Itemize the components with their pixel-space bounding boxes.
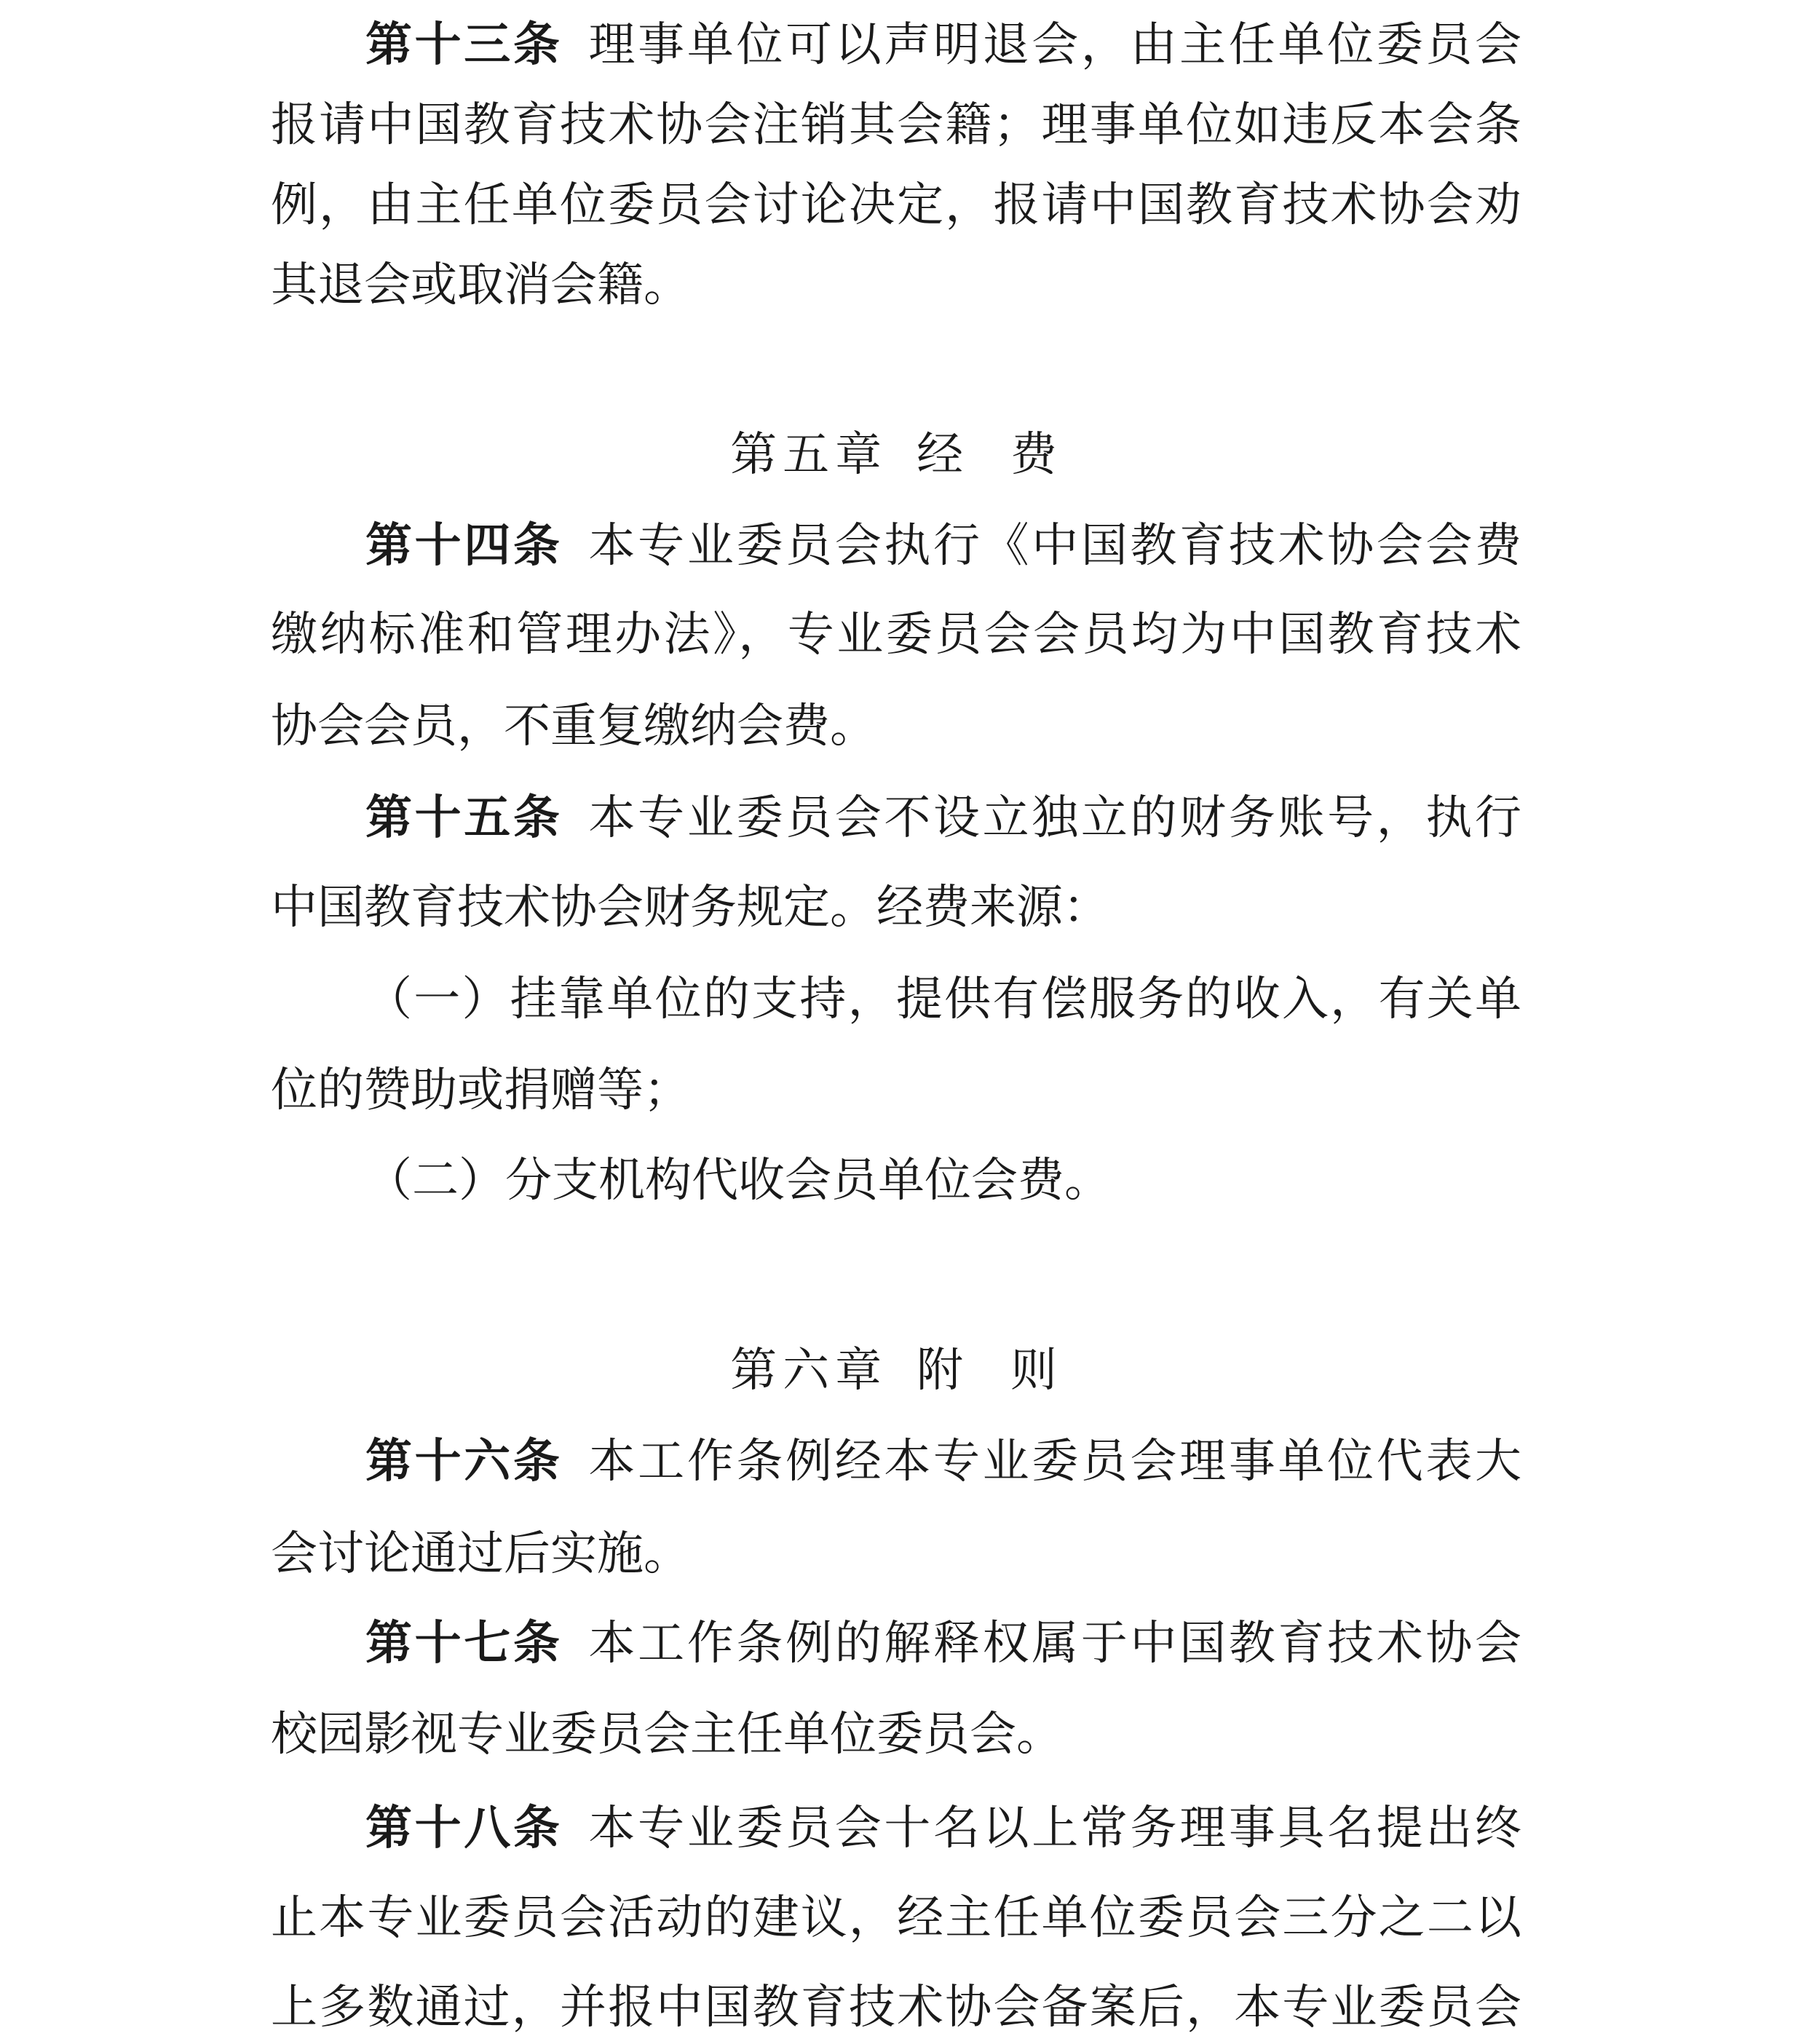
article-16-first-line <box>365 1425 1521 1498</box>
article-14-first-line <box>365 510 1521 582</box>
article-14-text-line-3: 协会会员，不重复缴纳会费。 <box>271 700 876 753</box>
article-17-text-line-2: 校园影视专业委员会主任单位委员会。 <box>271 1708 1063 1762</box>
article-13-text-line-4: 其退会或取消会籍。 <box>271 258 690 312</box>
article-17-label: 第十七条 <box>365 1616 563 1671</box>
article-15-label: 第十五条 <box>365 791 563 845</box>
article-15-item-1-line-2: 位的赞助或捐赠等； <box>271 1063 690 1117</box>
chapter-6-title: 附 则 <box>917 1344 1063 1398</box>
article-15-first-line <box>365 782 1521 855</box>
article-18-text-line-2: 止本专业委员会活动的建议，经主任单位委员会三分之二以 <box>271 1891 1521 1945</box>
article-13-text-line-2: 报请中国教育技术协会注销其会籍；理事单位如违反本会条 <box>271 98 1521 152</box>
chapter-6-heading <box>0 1334 1793 1407</box>
article-13-label: 第十三条 <box>365 17 563 72</box>
article-15-item-1-line-1: （一）挂靠单位的支持，提供有偿服务的收入，有关单 <box>365 973 1521 1026</box>
article-14-text-line-2: 缴纳标准和管理办法》，专业委员会会员均为中国教育技术 <box>271 608 1521 662</box>
article-13-first-line <box>365 9 1521 82</box>
article-17-first-line <box>365 1607 1521 1680</box>
article-18-label: 第十八条 <box>365 1801 563 1855</box>
article-14-label: 第十四条 <box>365 518 563 573</box>
article-16-text-line-2: 会讨论通过后实施。 <box>271 1527 690 1581</box>
article-16-label: 第十六条 <box>365 1434 563 1489</box>
chapter-5-heading <box>0 419 1793 491</box>
chapter-6-number: 第六章 <box>730 1344 888 1398</box>
article-17-text-line-1: 本工作条例的解释权属于中国教育技术协会 <box>588 1617 1521 1671</box>
article-14-text-line-1: 本专业委员会执行《中国教育技术协会会费 <box>588 519 1521 573</box>
article-18-text-line-3: 上多数通过，并报中国教育技术协会备案后，本专业委员会 <box>271 1981 1521 2035</box>
article-16-text-line-1: 本工作条例经本专业委员会理事单位代表大 <box>588 1435 1521 1489</box>
article-18-text-line-1: 本专业委员会十名以上常务理事具名提出终 <box>588 1802 1521 1855</box>
chapter-5-title: 经 费 <box>917 428 1063 482</box>
chapter-5-number: 第五章 <box>730 428 888 482</box>
article-18-first-line <box>365 1792 1521 1865</box>
article-15-text-line-2: 中国教育技术协会财务规定。经费来源： <box>271 881 1109 935</box>
article-15-item-2-line-1: （二）分支机构代收会员单位会费。 <box>365 1154 1111 1208</box>
article-13-text-line-1: 理事单位可以声明退会，由主任单位委员会 <box>588 18 1521 72</box>
article-13-text-line-3: 例，由主任单位委员会讨论决定，报请中国教育技术协会劝 <box>271 178 1521 232</box>
article-15-text-line-1: 本专业委员会不设立独立的财务账号，执行 <box>588 791 1521 845</box>
